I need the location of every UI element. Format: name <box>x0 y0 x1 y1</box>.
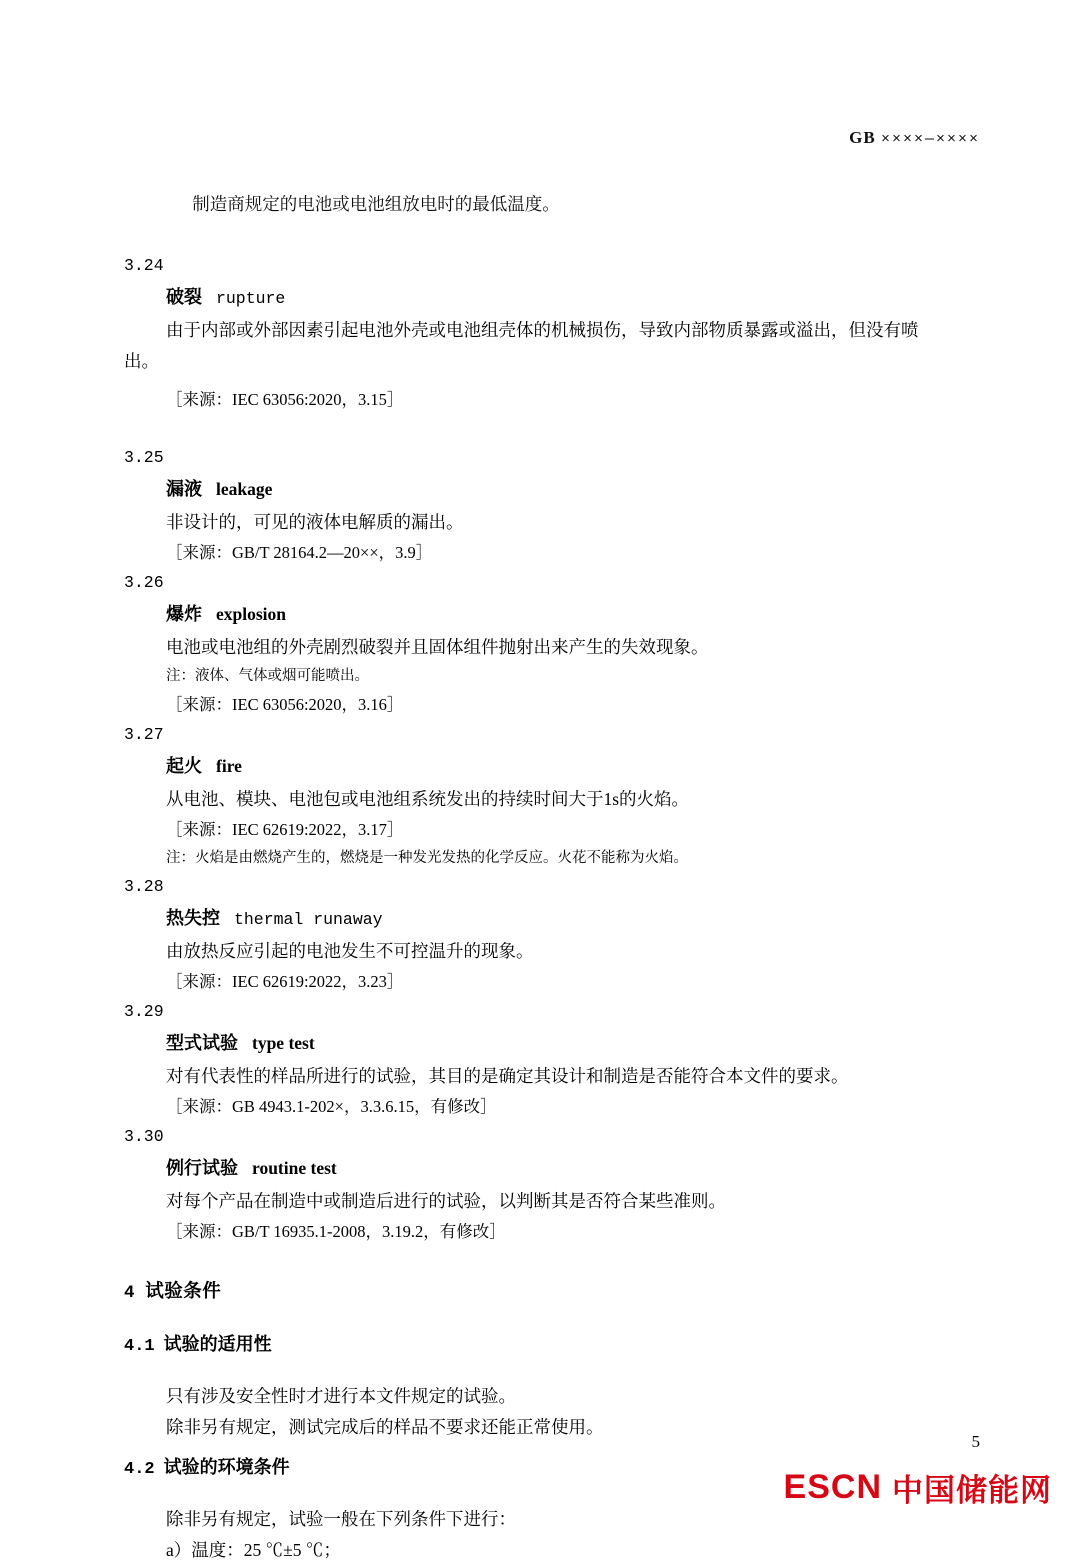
term-definition-329: 对有代表性的样品所进行的试验，其目的是确定其设计和制造是否能符合本文件的要求。 <box>166 1066 849 1086</box>
clause-number-329: 3.29 <box>124 1002 164 1021</box>
term-entry-329 <box>166 1027 984 1061</box>
page-number: 5 <box>971 1432 980 1451</box>
term-entry-325 <box>166 473 984 507</box>
term-source-329: ［来源：GB 4943.1-202×，3.3.6.15，有修改］ <box>166 1097 497 1116</box>
term-en-328: thermal runaway <box>234 910 383 929</box>
term-definition-330: 对每个产品在制造中或制造后进行的试验，以判断其是否符合某些准则。 <box>166 1191 726 1211</box>
term-definition-326: 电池或电池组的外壳剧烈破裂并且固体组件抛射出来产生的失效现象。 <box>166 637 709 657</box>
subsection-41-paragraph-1: 只有涉及安全性时才进行本文件规定的试验。 <box>166 1386 516 1406</box>
term-source-327: ［来源：IEC 62619:2022，3.17］ <box>166 820 404 839</box>
term-en-324: rupture <box>216 289 286 308</box>
subsection-41-paragraph-2: 除非另有规定，测试完成后的样品不要求还能正常使用。 <box>166 1417 604 1437</box>
term-en-326: explosion <box>216 604 287 624</box>
term-cn-328: 热失控 <box>166 908 220 928</box>
term-source-325: ［来源：GB/T 28164.2—20××，3.9］ <box>166 543 433 562</box>
term-cn-330: 例行试验 <box>166 1158 238 1178</box>
watermark-brand-latin: ESCN <box>783 1468 882 1506</box>
clause-number-326: 3.26 <box>124 573 164 592</box>
watermark-brand-cn: 中国储能网 <box>892 1473 1052 1508</box>
term-entry-326 <box>166 598 984 632</box>
section-number-4: 4 <box>124 1283 136 1303</box>
standard-prefix: GB <box>849 128 876 147</box>
term-cn-327: 起火 <box>166 756 202 776</box>
section-title-4: 试验条件 <box>145 1282 222 1302</box>
term-source-324: ［来源：IEC 63056:2020，3.15］ <box>166 390 404 409</box>
term-source-330: ［来源：GB/T 16935.1-2008，3.19.2，有修改］ <box>166 1222 506 1241</box>
subsection-42-list-item-a: a）温度：25 ℃±5 ℃； <box>166 1540 341 1560</box>
term-en-330: routine test <box>252 1158 337 1178</box>
subsection-number-41: 4.1 <box>124 1337 155 1356</box>
term-entry-328 <box>166 902 984 936</box>
watermark-logo <box>784 1465 1052 1510</box>
clause-number-325: 3.25 <box>124 448 164 467</box>
term-en-327: fire <box>216 756 242 776</box>
clause-number-324: 3.24 <box>124 256 164 275</box>
term-definition-325: 非设计的，可见的液体电解质的漏出。 <box>166 512 464 532</box>
term-cn-326: 爆炸 <box>166 604 202 624</box>
page-header <box>849 128 980 148</box>
term-definition-324: 由于内部或外部因素引起电池外壳或电池组壳体的机械损伤，导致内部物质暴露或溢出，但没有喷 <box>166 320 919 340</box>
subsection-title-42: 试验的环境条件 <box>163 1457 290 1477</box>
term-en-325: leakage <box>216 479 273 499</box>
term-cn-324: 破裂 <box>166 287 202 307</box>
standard-number: ××××—×××× <box>880 131 980 148</box>
subsection-42-paragraph-1: 除非另有规定，试验一般在下列条件下进行： <box>166 1509 516 1529</box>
section-heading-4 <box>124 1275 984 1310</box>
document-body <box>124 158 984 1566</box>
top-continuation-text: 制造商规定的电池或电池组放电时的最低温度。 <box>192 194 560 214</box>
term-note-326: 注：液体、气体或烟可能喷出。 <box>166 668 369 684</box>
term-cn-329: 型式试验 <box>166 1033 238 1053</box>
term-entry-330 <box>166 1152 984 1186</box>
subsection-number-42: 4.2 <box>124 1460 155 1479</box>
term-note-327: 注：火焰是由燃烧产生的，燃烧是一种发光发热的化学反应。火花不能称为火焰。 <box>166 850 688 866</box>
subsection-heading-41 <box>124 1328 984 1363</box>
clause-number-327: 3.27 <box>124 725 164 744</box>
term-entry-327 <box>166 750 984 784</box>
term-definition-327: 从电池、模块、电池包或电池组系统发出的持续时间大于1s的火焰。 <box>166 789 690 809</box>
term-entry-324 <box>166 281 984 315</box>
subsection-title-41: 试验的适用性 <box>163 1334 272 1354</box>
clause-number-330: 3.30 <box>124 1127 164 1146</box>
term-source-328: ［来源：IEC 62619:2022，3.23］ <box>166 972 404 991</box>
clause-number-328: 3.28 <box>124 877 164 896</box>
term-definition-overflow-324: 出。 <box>124 351 159 371</box>
top-continuation-paragraph <box>124 158 984 251</box>
term-source-326: ［来源：IEC 63056:2020，3.16］ <box>166 695 404 714</box>
term-definition-328: 由放热反应引起的电池发生不可控温升的现象。 <box>166 941 534 961</box>
term-en-329: type test <box>252 1033 315 1053</box>
term-cn-325: 漏液 <box>166 479 202 499</box>
